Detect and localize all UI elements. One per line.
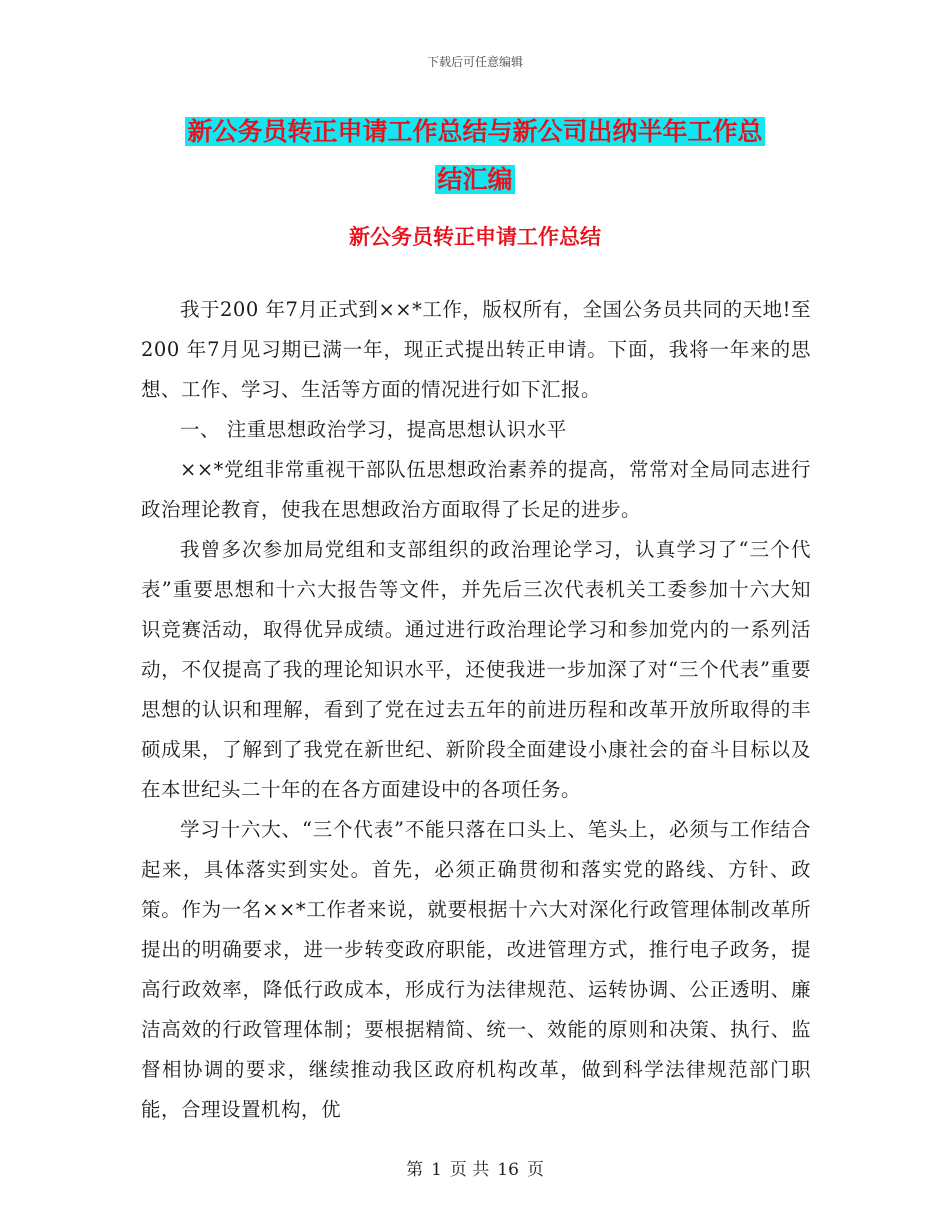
page-footer — [0, 1155, 950, 1180]
paragraph-study: 我曾多次参加局党组和支部组织的政治理论学习，认真学习了“三个代表”重要思想和十六大报告等文件，并先后三次代表机关工委参加十六大知识竞赛活动，取得优异成绩。通过进行政治理论学习和参加党内的一系列活动，不仅提高了我的理论知识水平，还使我进一步加深了对“三个代表”重要思想的认识和理解，看到了党在过去五年的前进历程和改革开放所取得的丰硕成果，了解到了我党在新世纪、新阶段全面建设小康社会的奋斗目标以及在本世纪头二十年的在各方面建设中的各项任务。 — [141, 538, 811, 801]
paragraph-implementation: 学习十六大、“三个代表”不能只落在口头上、笔头上，必须与工作结合起来，具体落实到实处。首先，必须正确贯彻和落实党的路线、方针、政策。作为一名××*工作者来说，就要根据十六大对深化行政管理体制改革所提出的明确要求，进一步转变政府职能，改进管理方式，推行电子政务，提高行政效率，降低行政成本，形成行为法律规范、运转协调、公正透明、廉洁高效的行政管理体制；要根据精简、统一、效能的原则和决策、执行、监督相协调的要求，继续推动我区政府机构改革，做到科学法律规范部门职能，合理设置机构，优 — [141, 818, 811, 1121]
footer-prefix: 第 — [406, 1160, 424, 1180]
paragraph-intro: 我于200 年7月正式到××*工作，版权所有，全国公务员共同的天地!至200 年7月见习期已满一年，现正式提出转正申请。下面，我将一年来的思想、工作、学习、生活等方面的情况进行如下汇报。 — [141, 298, 811, 401]
title-line-1: 新公务员转正申请工作总结与新公司出纳半年工作总 — [187, 117, 763, 146]
page-number-total: 16 — [497, 1160, 519, 1180]
paragraph-heading-1: 一、 注重思想政治学习，提高思想认识水平 — [180, 418, 567, 441]
paragraph-party-group: ××*党组非常重视干部队伍思想政治素养的提高，常常对全局同志进行政治理论教育，使我在思想政治方面取得了长足的进步。 — [141, 458, 811, 521]
footer-mid: 页 共 — [449, 1160, 490, 1180]
title-line-2: 结汇编 — [437, 165, 513, 194]
section-title: 新公务员转正申请工作总结 — [349, 225, 601, 249]
document-body — [141, 290, 811, 1130]
document-title — [140, 108, 810, 204]
page-number-current: 1 — [431, 1160, 442, 1180]
footer-suffix: 页 — [526, 1160, 544, 1180]
header-note: 下载后可任意编辑 — [426, 55, 523, 69]
